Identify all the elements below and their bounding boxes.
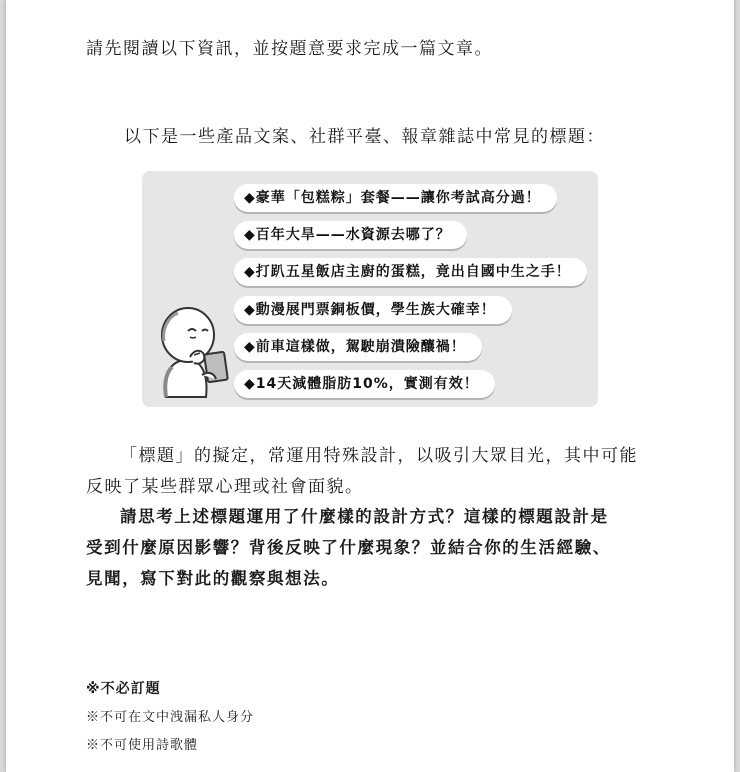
writing-prompt	[86, 501, 666, 594]
note-item: ※不可在文中洩漏私人身分	[86, 710, 255, 725]
headline-panel	[142, 171, 598, 407]
notes-section	[86, 678, 254, 762]
note-item: ※不可使用詩歌體	[86, 738, 199, 753]
headline-item: ◆打趴五星飯店主廚的蛋糕，竟出自國中生之手！	[234, 258, 587, 286]
paragraph-line: 反映了某些群眾心理或社會面貌。	[86, 477, 364, 497]
headline-item: ◆前車這樣做，駕駛崩潰險釀禍！	[234, 333, 482, 361]
headline-item: ◆14天減體脂肪10%，實測有效！	[234, 370, 495, 398]
notes-title: ※不必訂題	[86, 681, 161, 697]
exam-page	[6, 0, 734, 772]
paragraph-line: 「標題」的擬定，常運用特殊設計，以吸引大眾目光，其中可能	[120, 446, 638, 466]
headline-item: ◆動漫展門票銅板價，學生族大確幸！	[234, 296, 512, 324]
paragraph-description	[86, 441, 666, 503]
lead-text: 以下是一些產品文案、社群平臺、報章雜誌中常見的標題：	[124, 127, 605, 147]
headline-item: ◆豪華「包糕粽」套餐——讓你考試高分過！	[234, 184, 557, 212]
thinking-person-illustration	[150, 299, 230, 399]
prompt-line: 見聞，寫下對此的觀察與想法。	[86, 569, 340, 588]
prompt-line: 請思考上述標題運用了什麼樣的設計方式？這樣的標題設計是	[120, 507, 609, 526]
prompt-line: 受到什麼原因影響？背後反映了什麼現象？並結合你的生活經驗、	[86, 538, 611, 557]
headline-item: ◆百年大旱——水資源去哪了？	[234, 221, 467, 249]
instructions-text: 請先閱讀以下資訊，並按題意要求完成一篇文章。	[86, 39, 493, 59]
